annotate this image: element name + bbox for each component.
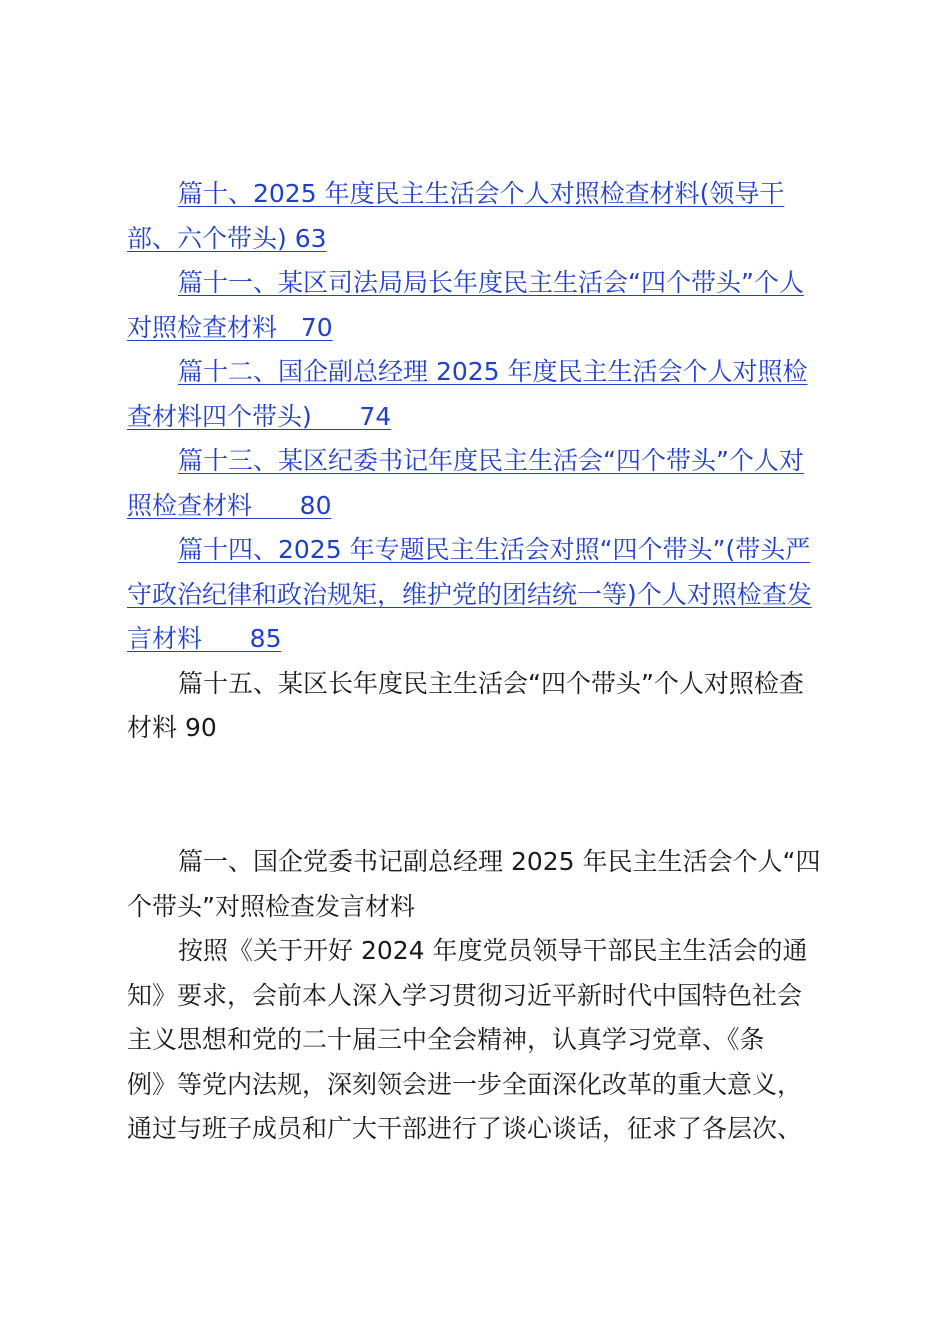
toc-link-11-line1[interactable]: 篇十一、某区司法局局长年度民主生活会“四个带头”个人 <box>178 268 804 297</box>
toc-entry-10[interactable] <box>127 172 831 261</box>
toc-entry-12[interactable] <box>127 350 831 439</box>
toc-link-14-line1[interactable]: 篇十四、2025 年专题民主生活会对照“四个带头”(带头严 <box>178 535 811 564</box>
article <box>127 840 831 1152</box>
article-title-line1: 篇一、国企党委书记副总经理 2025 年民主生活会个人“四 <box>178 847 821 876</box>
toc-link-11-line2[interactable]: 对照检查材料 70 <box>127 312 333 342</box>
table-of-contents <box>127 172 831 751</box>
toc-link-12-line1[interactable]: 篇十二、国企副总经理 2025 年度民主生活会个人对照检 <box>178 357 808 386</box>
toc-text-15-line2: 材料 90 <box>127 713 217 742</box>
toc-entry-13[interactable] <box>127 439 831 528</box>
article-body <box>127 929 831 1152</box>
toc-link-13-line2[interactable]: 照检查材料 80 <box>127 490 332 520</box>
article-body-line: 主义思想和党的二十届三中全会精神，认真学习党章、《条 <box>127 1025 765 1054</box>
toc-entry-15 <box>127 662 831 751</box>
toc-text-15-line1: 篇十五、某区长年度民主生活会“四个带头”个人对照检查 <box>178 668 804 698</box>
toc-entry-14[interactable] <box>127 528 831 662</box>
toc-entry-11[interactable] <box>127 261 831 350</box>
toc-link-14-line2[interactable]: 守政治纪律和政治规矩，维护党的团结统一等)个人对照检查发 <box>127 579 812 609</box>
toc-link-10-line1[interactable]: 篇十、2025 年度民主生活会个人对照检查材料(领导干 <box>178 179 785 208</box>
article-body-line: 通过与班子成员和广大干部进行了谈心谈话，征求了各层次、 <box>127 1114 803 1143</box>
article-body-line: 例》等党内法规，深刻领会进一步全面深化改革的重大意义， <box>127 1069 803 1099</box>
toc-link-12-line2[interactable]: 查材料四个带头) 74 <box>127 401 392 431</box>
article-title-line2: 个带头”对照检查发言材料 <box>127 891 415 921</box>
article-title <box>127 840 831 929</box>
article-body-line: 知》要求，会前本人深入学习贯彻习近平新时代中国特色社会 <box>127 980 803 1010</box>
toc-link-13-line1[interactable]: 篇十三、某区纪委书记年度民主生活会“四个带头”个人对 <box>178 446 804 475</box>
article-body-line: 按照《关于开好 2024 年度党员领导干部民主生活会的通 <box>178 936 808 965</box>
toc-link-10-line2[interactable]: 部、六个带头) 63 <box>127 223 327 253</box>
toc-link-14-line3[interactable]: 言材料 85 <box>127 624 282 653</box>
